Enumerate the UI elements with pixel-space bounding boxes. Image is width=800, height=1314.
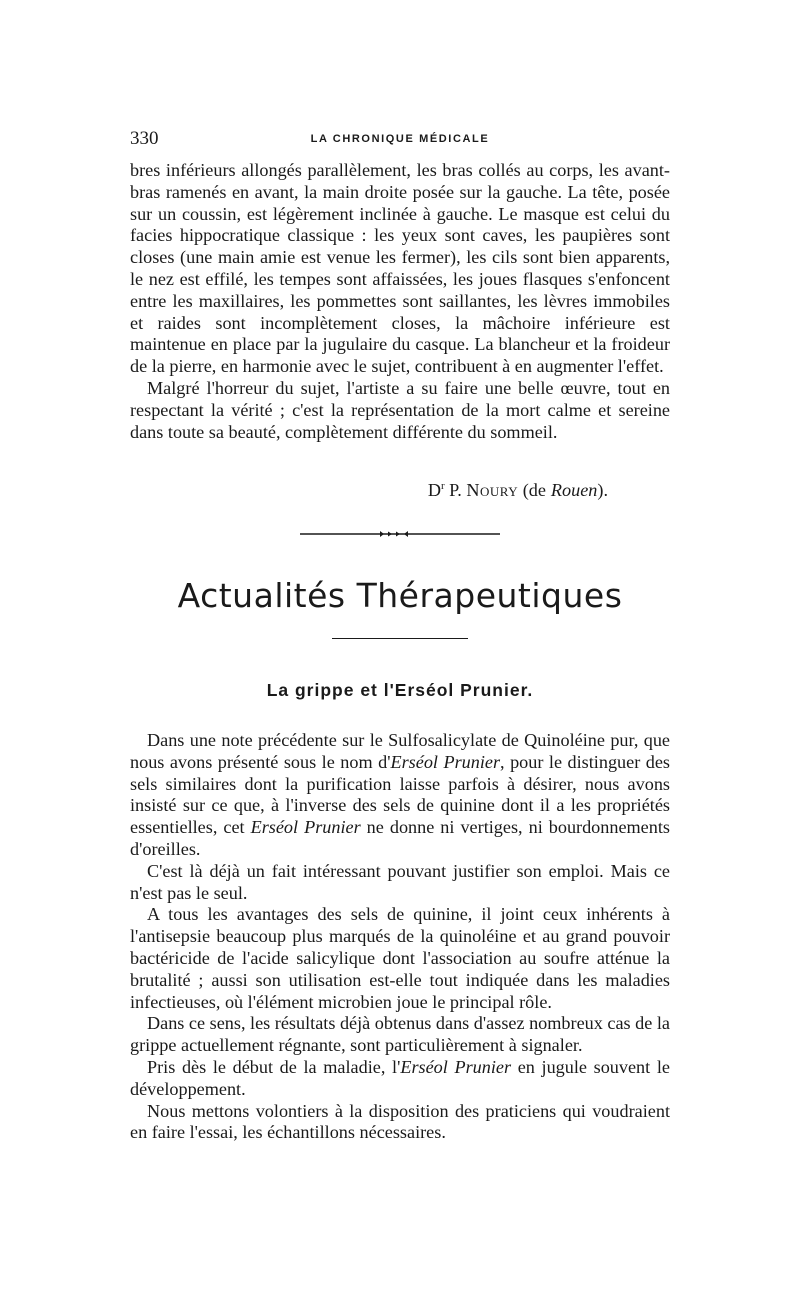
page-number: 330 bbox=[130, 128, 159, 149]
paragraph-3: A tous les avantages des sels de quinine, il joint ceux inhérents à l'antisepsie beaucoup plus marqués de la quinoléine et au grand pouvoir bactéricide de l'acide salicylique dont l'association au soufre atténue la brutalité ; aussi son utilisation est-elle tout indiquée dans les maladies infectieuses, où l'élément microbien joue le principal rôle. bbox=[130, 904, 670, 1012]
paragraph-6: Nous mettons volontiers à la disposition des praticiens qui voudraient en faire l'essai, les échantillons nécessaires. bbox=[130, 1100, 670, 1143]
article-body bbox=[130, 730, 670, 1144]
paragraph: Malgré l'horreur du sujet, l'artiste a su faire une belle œuvre, tout en respectant la vérité ; c'est la représentation de la mort calme et sereine dans toute sa beauté, complètement différente du sommeil. bbox=[130, 377, 670, 442]
text: Pris dès le début de la maladie, l' bbox=[147, 1056, 401, 1077]
paragraph-2: C'est là déjà un fait intéressant pouvant justifier son emploi. Mais ce n'est pas le seul. bbox=[130, 860, 670, 903]
signature-place-prefix: (de bbox=[522, 480, 546, 501]
text: Dans une note précédente sur le Sulfosalicylate de Quinoléine pur, que nous avons présenté sous le nom d' bbox=[130, 730, 670, 772]
section-title: Actualités Thérapeutiques bbox=[177, 576, 623, 615]
signature-title-sup: r bbox=[440, 480, 445, 492]
text: en jugule souvent le développement. bbox=[130, 1056, 670, 1099]
text: ne donne ni vertiges, ni bourdonnements d'oreilles. bbox=[130, 817, 670, 859]
product-name: Erséol Prunier bbox=[400, 1056, 512, 1077]
paragraph: bres inférieurs allongés parallèlement, les bras collés au corps, les avant-bras ramenés en avant, la main droite posée sur la gauche. La tête, posée sur un coussin, est légèrement inclinée à gauche. Le masque est celui du facies hippocratique classique : les yeux sont caves, les paupières sont closes (une main amie est venue les fermer), les cils sont bien apparents, le nez est effilé, les tempes sont affaissées, les joues flasques s'enfoncent entre les maxillaires, les pommettes sont saillantes, les lèvres immobiles et raides sont incomplètement closes, la mâchoire inférieure est maintenue en place par la jugulaire du casque. La blancheur et la froideur de la pierre, en harmonie avec le sujet, contribuent à en augmenter l'effet. bbox=[130, 160, 670, 377]
ornamental-divider bbox=[300, 530, 500, 538]
paragraph-5 bbox=[130, 1057, 670, 1101]
page-header bbox=[130, 128, 670, 152]
product-name: Erséol Prunier bbox=[390, 751, 501, 772]
signature-surname: Noury bbox=[466, 480, 519, 501]
paragraph-4: Dans ce sens, les résultats déjà obtenus dans d'assez nombreux cas de la grippe actuellement régnante, sont particulièrement à signaler. bbox=[130, 1013, 670, 1056]
signature-title: D bbox=[427, 480, 441, 501]
previous-article-text bbox=[130, 160, 670, 443]
signature-initial: P. bbox=[449, 480, 462, 501]
article-title: La grippe et l'Erséol Prunier. bbox=[266, 680, 534, 700]
text: , pour le distinguer des sels similaires dont la purification laisse parfois à désirer, nous avons insisté sur ce que, à l'inverse des sels de quinine dont il a les propriétés essentielles, cet bbox=[130, 751, 670, 838]
author-signature bbox=[130, 480, 608, 501]
running-title: LA CHRONIQUE MÉDICALE bbox=[310, 133, 490, 145]
signature-place: Rouen bbox=[550, 480, 598, 501]
product-name: Erséol Prunier bbox=[250, 817, 361, 838]
title-rule bbox=[332, 638, 468, 639]
signature-place-suffix: ). bbox=[597, 480, 608, 501]
paragraph-1 bbox=[130, 730, 670, 861]
